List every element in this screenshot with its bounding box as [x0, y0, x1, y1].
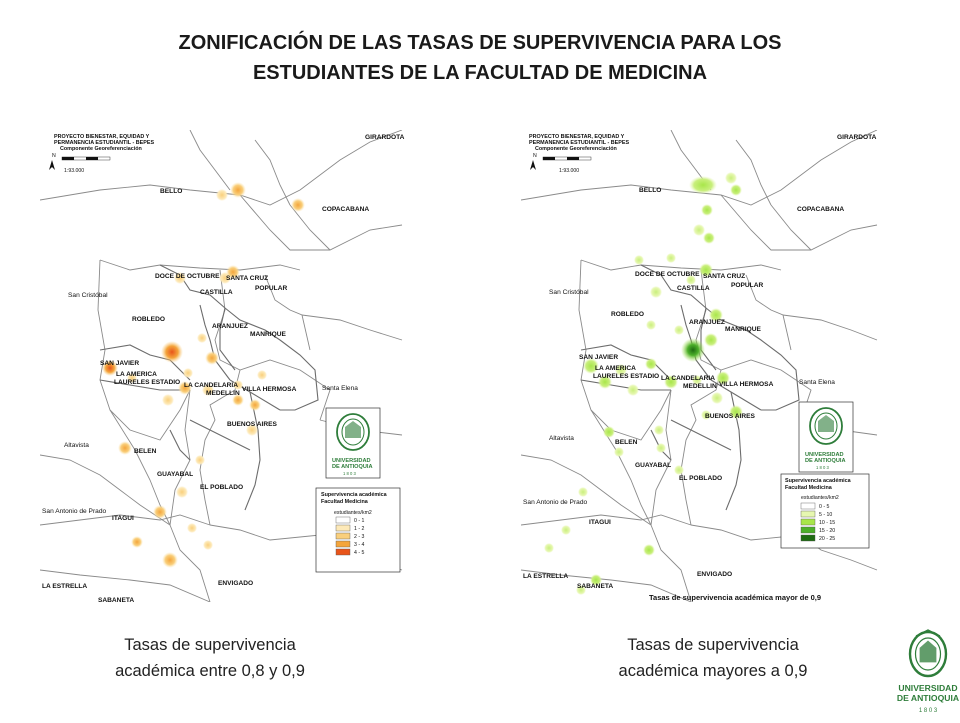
legend-label: 1 - 2: [354, 526, 365, 532]
legend-label: 10 - 15: [819, 520, 836, 526]
north-arrow-shape: [530, 160, 536, 170]
map-header: [49, 134, 154, 174]
label-copacabana: COPACABANA: [322, 206, 370, 213]
badge-name-1: UNIVERSIDAD: [805, 452, 844, 458]
legend-swatch: [336, 549, 350, 555]
caption-left-line-2: académica entre 0,8 y 0,9: [115, 662, 305, 680]
label-medellin: MEDELLIN: [206, 390, 240, 397]
label-buenos-aires: BUENOS AIRES: [227, 421, 277, 428]
map-legend: [316, 488, 400, 572]
map-left: [40, 130, 405, 602]
label-villa-hermosa: VILLA HERMOSA: [242, 386, 297, 393]
label-manrique: MANRIQUE: [725, 326, 761, 333]
label-guayabal: GUAYABAL: [635, 462, 672, 469]
label-laureles-estadio: LAURELES ESTADIO: [593, 373, 660, 380]
label-popular: POPULAR: [255, 285, 288, 292]
legend-label: 0 - 5: [819, 504, 830, 510]
label-girardota: GIRARDOTA: [365, 134, 405, 141]
label-san-javier: SAN JAVIER: [100, 360, 140, 367]
logo-name-2: DE ANTIOQUIA: [896, 693, 960, 703]
map-bottom-title: Tasas de supervivencia académica mayor de 0,9: [649, 593, 822, 602]
slide-title: [0, 28, 960, 88]
label-el-poblado: EL POBLADO: [200, 484, 244, 491]
label-santa-elena: Santa Elena: [322, 385, 358, 392]
label-buenos-aires: BUENOS AIRES: [705, 413, 755, 420]
map-header-line-2: PERMANENCIA ESTUDIANTIL - BEPES: [54, 140, 155, 146]
north-arrow-icon: N: [533, 153, 537, 159]
label-robledo: ROBLEDO: [132, 316, 165, 323]
label-guayabal: GUAYABAL: [157, 471, 194, 478]
legend-label: 20 - 25: [819, 536, 836, 542]
label-itagui: ITAGUI: [589, 519, 611, 526]
label-castilla: CASTILLA: [677, 285, 710, 292]
label-doce-de-octubre: DOCE DE OCTUBRE: [155, 273, 220, 280]
label-aranjuez: ARANJUEZ: [689, 319, 725, 326]
legend-swatch: [336, 525, 350, 531]
label-envigado: ENVIGADO: [697, 571, 733, 578]
label-altavista: Altavista: [64, 442, 89, 449]
label-san-cristobal: San Cristóbal: [549, 289, 589, 296]
logo-name-1: UNIVERSIDAD: [898, 683, 958, 693]
legend-swatch: [801, 519, 815, 525]
label-san-cristobal: San Cristóbal: [68, 292, 108, 299]
label-santa-cruz: SANTA CRUZ: [226, 275, 269, 282]
label-san-antonio-de-prado: San Antonio de Prado: [42, 508, 107, 515]
legend-swatch: [336, 541, 350, 547]
legend-unit: estudiantes/km2: [801, 495, 839, 501]
caption-right-line-1: Tasas de supervivencia: [627, 636, 799, 654]
label-aranjuez: ARANJUEZ: [212, 323, 248, 330]
legend-title-2: Facultad Medicina: [321, 499, 368, 505]
university-badge: [799, 402, 853, 472]
legend-title-2: Facultad Medicina: [785, 485, 832, 491]
label-santa-elena: Santa Elena: [799, 379, 835, 386]
legend-swatch: [336, 533, 350, 539]
legend-label: 3 - 4: [354, 542, 365, 548]
label-medellin: MEDELLIN: [683, 383, 717, 390]
scale-text: 1:93.000: [559, 168, 580, 174]
label-copacabana: COPACABANA: [797, 206, 845, 213]
caption-right-line-2: académica mayores a 0,9: [618, 662, 808, 680]
label-la-estrella: LA ESTRELLA: [523, 573, 569, 580]
label-san-antonio-de-prado: San Antonio de Prado: [523, 499, 588, 506]
label-sabaneta: SABANETA: [98, 597, 135, 602]
caption-right: [563, 632, 863, 684]
legend-label: 0 - 1: [354, 518, 365, 524]
label-envigado: ENVIGADO: [218, 580, 254, 587]
map-right: [521, 130, 879, 602]
badge-name-1: UNIVERSIDAD: [332, 458, 371, 464]
slide-title-line-2: ESTUDIANTES DE LA FACULTAD DE MEDICINA: [252, 62, 708, 84]
map-header-line-3: Componente Georeferenciación: [60, 146, 142, 152]
label-belen: BELEN: [134, 448, 157, 455]
legend-swatch: [801, 527, 815, 533]
slide-title-line-1: ZONIFICACIÓN DE LAS TASAS DE SUPERVIVENCIA PARA LOS: [178, 32, 782, 54]
label-girardota: GIRARDOTA: [837, 134, 877, 141]
legend-swatch: [336, 517, 350, 523]
caption-left: [60, 632, 360, 684]
label-altavista: Altavista: [549, 435, 574, 442]
label-villa-hermosa: VILLA HERMOSA: [719, 381, 774, 388]
map-header-line-3: Componente Georeferenciación: [535, 146, 617, 152]
badge-year: 1 8 0 3: [343, 471, 356, 476]
label-la-estrella: LA ESTRELLA: [42, 583, 88, 590]
legend-label: 4 - 5: [354, 550, 365, 556]
legend-unit: estudiantes/km2: [334, 510, 372, 516]
north-arrow-shape: [49, 160, 55, 170]
label-bello: BELLO: [639, 187, 662, 194]
map-legend: [781, 474, 869, 548]
badge-name-2: DE ANTIOQUIA: [332, 464, 373, 470]
legend-title-1: Supervivencia académica: [321, 492, 387, 498]
legend-swatch: [801, 503, 815, 509]
legend-swatch: [801, 535, 815, 541]
legend-label: 2 - 3: [354, 534, 365, 540]
legend-swatch: [801, 511, 815, 517]
label-castilla: CASTILLA: [200, 289, 233, 296]
label-doce-de-octubre: DOCE DE OCTUBRE: [635, 271, 700, 278]
legend-label: 5 - 10: [819, 512, 833, 518]
label-sabaneta: SABANETA: [577, 583, 614, 590]
label-la-candelaria: LA CANDELARIA: [184, 382, 238, 389]
scale-text: 1:93.000: [64, 168, 85, 174]
label-la-america: LA AMERICA: [116, 371, 157, 378]
label-belen: BELEN: [615, 439, 638, 446]
label-bello: BELLO: [160, 188, 183, 195]
label-itagui: ITAGUI: [112, 515, 134, 522]
label-robledo: ROBLEDO: [611, 311, 644, 318]
badge-year: 1 8 0 3: [816, 465, 829, 470]
badge-name-2: DE ANTIOQUIA: [805, 458, 846, 464]
label-la-candelaria: LA CANDELARIA: [661, 375, 715, 382]
map-header: [529, 134, 629, 174]
map-header-line-1: PROYECTO BIENESTAR, EQUIDAD Y: [54, 134, 150, 140]
map-header-line-2: PERMANENCIA ESTUDIANTIL - BEPES: [529, 140, 630, 146]
university-logo: [896, 628, 960, 718]
legend-title-1: Supervivencia académica: [785, 478, 851, 484]
label-manrique: MANRIQUE: [250, 331, 286, 338]
logo-year: 1 8 0 3: [918, 708, 938, 714]
label-san-javier: SAN JAVIER: [579, 354, 619, 361]
map-header-line-1: PROYECTO BIENESTAR, EQUIDAD Y: [529, 134, 625, 140]
label-santa-cruz: SANTA CRUZ: [703, 273, 746, 280]
label-el-poblado: EL POBLADO: [679, 475, 723, 482]
label-popular: POPULAR: [731, 282, 764, 289]
legend-label: 15 - 20: [819, 528, 836, 534]
label-la-america: LA AMERICA: [595, 365, 636, 372]
north-arrow-icon: N: [52, 153, 56, 159]
caption-left-line-1: Tasas de supervivencia: [124, 636, 296, 654]
label-laureles-estadio: LAURELES ESTADIO: [114, 379, 181, 386]
university-badge: [326, 408, 380, 478]
